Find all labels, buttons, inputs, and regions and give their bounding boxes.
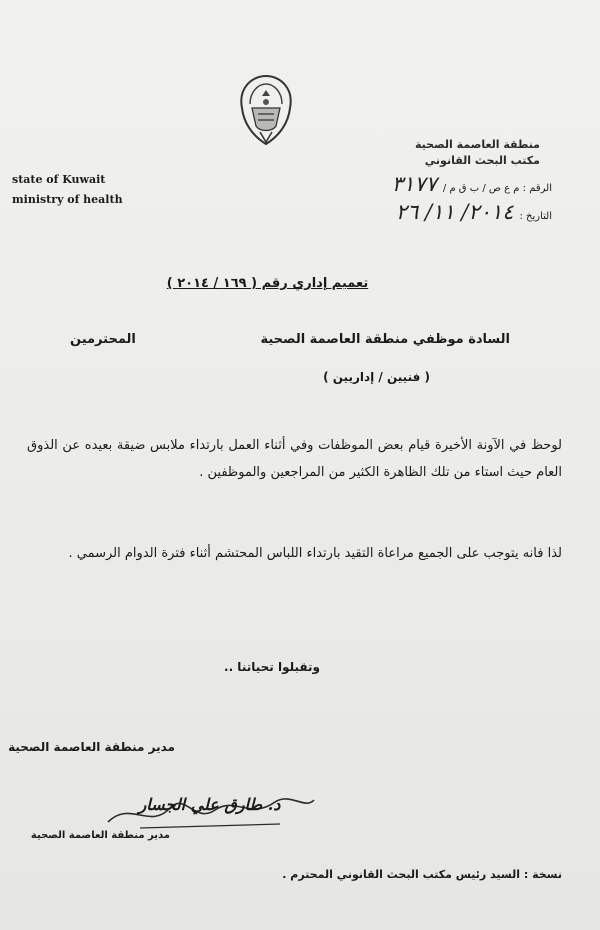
reference-number: ٣١٧٧ (391, 172, 437, 196)
circular-title: تعميم إداري رقم ( ١٦٩ / ٢٠١٤ ) (166, 276, 369, 291)
date-value: ٢٠١٤/ ١١/ ٢٦ (395, 200, 514, 224)
date-row (396, 200, 552, 224)
signatory-name: د. طارق علي الجسار (138, 795, 281, 814)
state-name: state of Kuwait (12, 173, 106, 186)
body-paragraph-2: لذا فانه يتوجب على الجميع مراعاة التقيد بارتداء اللباس المحتشم أثناء فترة الدوام الرسمي . (68, 546, 562, 561)
copy-to-line: نسخة : السيد رئيس مكتب البحث القانوني المحترم . (282, 868, 562, 881)
ministry-name: ministry of health (12, 193, 123, 206)
department-header (415, 137, 540, 169)
addressee-roles: ( فنيين / إداريين ) (323, 370, 430, 384)
date-label: التاريخ : (519, 211, 552, 222)
english-header (12, 170, 123, 210)
addressee-line (70, 332, 510, 347)
body-paragraph-1: لوحظ في الآونة الأخيرة قيام بعض الموظفات وفي أثناء العمل بارتداء ملابس ضيقة بعيده عن الذوق العام حيث استاء من تلك الظاهرة الكثير من المراجعين والموظفين . (27, 438, 562, 480)
reference-label: الرقم : م ع ص / ب ق م / (442, 183, 552, 194)
department-line-2: مكتب البحث القانوني (424, 154, 540, 167)
reference-row (392, 172, 552, 196)
addressee-honorific: المحترمين (70, 332, 136, 347)
state-emblem-icon (232, 68, 300, 148)
closing-line: وتقبلوا تحياتنا .. (224, 660, 320, 674)
signatory-title: مدير منطقة العاصمة الصحية (8, 740, 175, 754)
signatory-subtitle: مدير منطقة العاصمة الصحية (30, 830, 170, 841)
addressee-to: السادة موظفي منطقة العاصمة الصحية (260, 332, 510, 347)
department-line-1: منطقة العاصمة الصحية (414, 138, 540, 151)
